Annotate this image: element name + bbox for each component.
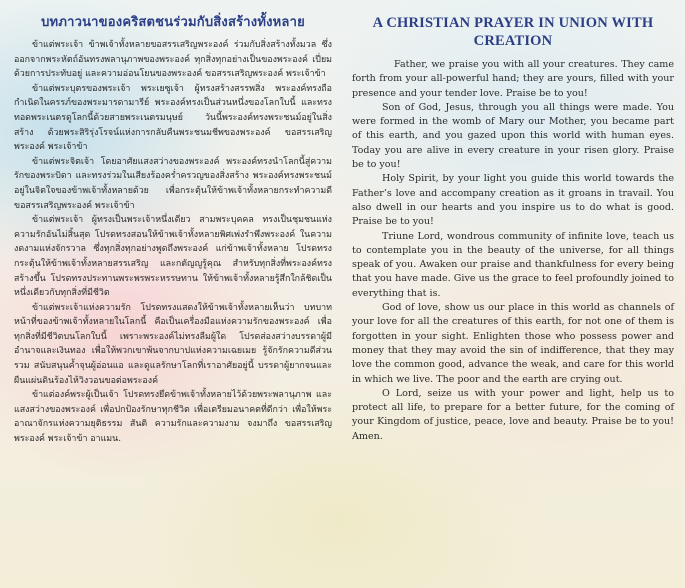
english-prayer-column (352, 14, 674, 444)
english-paragraph-spirit: Holy Spirit, by your light you guide this world towards the Father’s love and accompany creation as it groans in travail. You also dwell in our hearts and you inspire us to do what is good. Praise be to you! (352, 173, 674, 228)
thai-prayer-title: บทภาวนาของคริสตชนร่วมกับสิ่งสร้างทั้งหลาย (41, 15, 305, 30)
english-paragraph-lord: O Lord, seize us with your power and light, help us to protect all life, to prepare for a better future, for the coming of your Kingdom of justice, peace, love and beauty. Praise be to you! Amen. (352, 387, 674, 442)
english-paragraph-son: Son of God, Jesus, through you all things were made. You were formed in the womb of Mary our Mother, you became part of this earth, and you gazed upon this world with human eyes. Today you are alive in every creature in your risen glory. Praise be to you! (352, 101, 674, 171)
thai-paragraph-5: ข้าแต่พระเจ้าแห่งความรัก โปรดทรงแสดงให้ข้าพเจ้าทั้งหลายเห็นว่า บทบาทหน้าที่ของข้าพเจ้าทั้งหลายในโลกนี้ คือเป็นเครื่องมือแห่งความรักของพระองค์ เพื่อทุกสิ่งที่มีชีวิตบนโลกใบนี้ เพราะพระองค์ไม่ทรงลืมผู้ใด โปรดส่องสว่างบรรดาผู้มีอำนาจและเงินทอง เพื่อให้พวกเขาพ้นจากบาปแห่งความเฉยเมย รู้จักรักความดีส่วนรวม สนับสนุนค้ำจุนผู้อ่อนแอ และดูแลรักษาโลกที่เราอาศัยอยู่นี้ บรรดาผู้ยากจนและผืนแผ่นดินร้องไห้วิงวอนขอต่อพระองค์ (14, 302, 332, 386)
thai-paragraph-1: ข้าแต่พระเจ้า ข้าพเจ้าทั้งหลายขอสรรเสริญพระองค์ ร่วมกับสิ่งสร้างทั้งมวล ซึ่งออกจากพระหัตถ์อันทรงพลานุภาพของพระองค์ ทุกสิ่งทุกอย่างเป็นของพระองค์ เปี่ยมด้วยการประทับอยู่ และความอ่อนโยนของพระองค์ ขอสรรเสริญพระองค์ พระเจ้าข้า (14, 40, 332, 80)
english-paragraph-god-of-love: God of love, show us our place in this world as channels of your love for all the creatures of this earth, for not one of them is forgotten in your sight. Enlighten those who possess power and money that they may avoid the sin of indifference, that they may love the common good, advance the weak, and care for this world in which we live. The poor and the earth are crying out. (352, 302, 674, 385)
thai-paragraph-6: ข้าแต่องค์พระผู้เป็นเจ้า โปรดทรงยึดข้าพเจ้าทั้งหลายไว้ด้วยพระพลานุภาพ และแสงสว่างของพระองค์ เพื่อปกป้องรักษาทุกชีวิต เพื่อเตรียมอนาคตที่ดีกว่า เพื่อให้พระอาณาจักรแห่งความยุติธรรม สันติ ความรักและความงาม จงมาถึง ขอสรรเสริญพระองค์ พระเจ้าข้า อาแมน. (14, 390, 332, 445)
thai-paragraph-4: ข้าแต่พระเจ้า ผู้ทรงเป็นพระเจ้าหนึ่งเดียว สามพระบุคคล ทรงเป็นชุมชนแห่งความรักอันไม่สิ้นสุด โปรดทรงสอนให้ข้าพเจ้าทั้งหลายพิศเพ่งรำพึงพระองค์ ในความงดงามแห่งจักรวาล ซึ่งทุกสิ่งทุกอย่างพูดถึงพระองค์ แก่ข้าพเจ้าทั้งหลาย โปรดทรงกระตุ้นให้ข้าพเจ้าทั้งหลายสรรเสริญ และกตัญญูรู้คุณ สำหรับทุกสิ่งที่พระองค์ทรงสร้างขึ้น โปรดทรงประทานพระพรพระหรรษทาน ให้ข้าพเจ้าทั้งหลายรู้สึกใกล้ชิดเป็นหนึ่งเดียวกับทุกสิ่งที่มีชีวิต (14, 215, 332, 299)
english-paragraph-father: Father, we praise you with all your creatures. They came forth from your all-powerful hand; they are yours, filled with your presence and your tender love. Praise be to you! (352, 59, 674, 99)
thai-prayer-column (14, 14, 332, 447)
english-prayer-title: A CHRISTIAN PRAYER IN UNION WITH CREATION (372, 15, 654, 49)
thai-paragraph-2: ข้าแต่พระบุตรของพระเจ้า พระเยซูเจ้า ผู้ทรงสร้างสรรพสิ่ง พระองค์ทรงถือกำเนิดในครรภ์ของพระมารดามารีย์ พระองค์ทรงเป็นส่วนหนึ่งของโลกใบนี้ และทรงทอดพระเนตรดูโลกนี้ด้วยสายพระเนตรมนุษย์ วันนี้พระองค์ทรงพระชนม์อยู่ในสิ่งสร้าง ด้วยพระสิริรุ่งโรจน์แห่งการกลับคืนพระชนมชีพของพระองค์ ขอสรรเสริญพระองค์ พระเจ้าข้า (14, 83, 332, 153)
thai-paragraph-3: ข้าแต่พระจิตเจ้า โดยอาศัยแสงสว่างของพระองค์ พระองค์ทรงนำโลกนี้สู่ความรักของพระบิดา และทรงร่วมในเสียงร้องคร่ำครวญของสิ่งสร้าง พระองค์ทรงพระชนม์อยู่ในจิตใจของข้าพเจ้าทั้งหลายด้วย เพื่อกระตุ้นให้ข้าพเจ้าทั้งหลายกระทำความดี ขอสรรเสริญพระองค์ พระเจ้าข้า (14, 156, 332, 211)
english-paragraph-triune: Triune Lord, wondrous community of infinite love, teach us to contemplate you in the beauty of the universe, for all things speak of you. Awaken our praise and thankfulness for every being that you have made. Give us the grace to feel profoundly joined to everything that is. (352, 230, 674, 299)
